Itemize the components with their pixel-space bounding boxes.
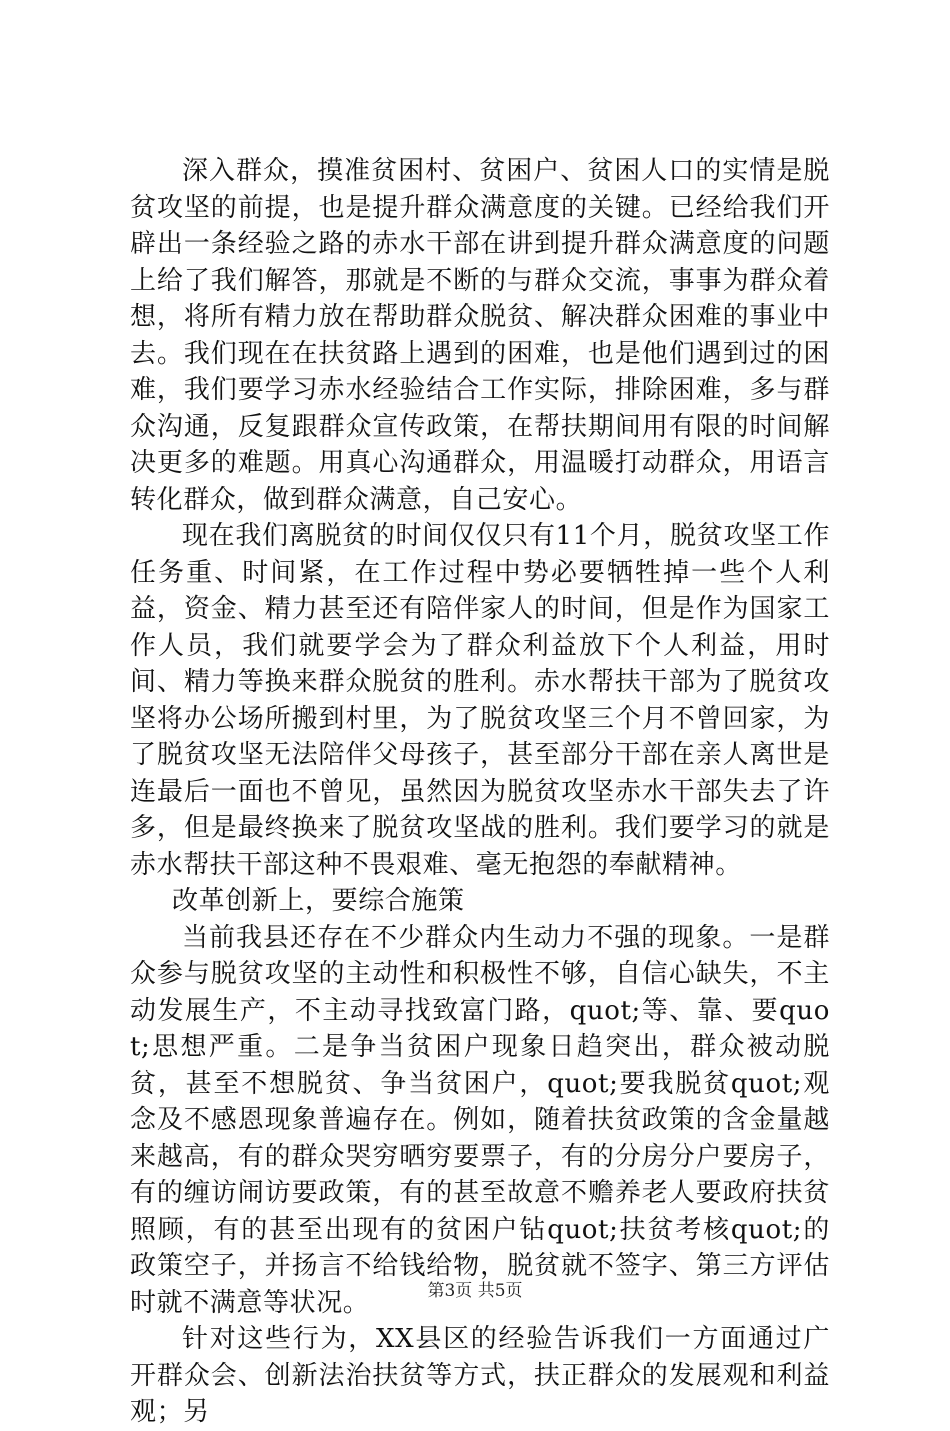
page-footer: 第3页 共5页 [427, 1281, 523, 1301]
paragraph-3: 当前我县还存在不少群众内生动力不强的现象。一是群众参与脱贫攻坚的主动性和积极性不够，自信心缺失，不主动发展生产，不主动寻找致富门路，quot;等、靠、要quot;思想严重。二是争当贫困户现象日趋突出，群众被动脱贫，甚至不想脱贫、争当贫困户，quot;要我脱贫quot;观念及不感恩现象普遍存在。例如，随着扶贫政策的含金量越来越高，有的群众哭穷晒穷要票子，有的分房分户要房子，有的缠访闹访要政策，有的甚至故意不赡养老人要政府扶贫照顾，有的甚至出现有的贫困户钻quot;扶贫考核quot;的政策空子，并扬言不给钱给物，脱贫就不签字、第三方评估时就不满意等状况。 [130, 922, 830, 1318]
paragraph-4: 针对这些行为，XX县区的经验告诉我们一方面通过广开群众会、创新法治扶贫等方式，扶正群众的发展观和利益观；另 [130, 1324, 830, 1427]
document-body [130, 153, 830, 1431]
paragraph-1: 深入群众，摸准贫困村、贫困户、贫困人口的实情是脱贫攻坚的前提，也是提升群众满意度的关键。已经给我们开辟出一条经验之路的赤水干部在讲到提升群众满意度的问题上给了我们解答，那就是不断的与群众交流，事事为群众着想，将所有精力放在帮助群众脱贫、解决群众困难的事业中去。我们现在在扶贫路上遇到的困难，也是他们遇到过的困难，我们要学习赤水经验结合工作实际，排除困难，多与群众沟通，反复跟群众宣传政策，在帮扶期间用有限的时间解决更多的难题。用真心沟通群众，用温暖打动群众，用语言转化群众，做到群众满意，自己安心。 [130, 156, 830, 515]
paragraph-2: 现在我们离脱贫的时间仅仅只有11个月，脱贫攻坚工作任务重、时间紧，在工作过程中势必要牺牲掉一些个人利益，资金、精力甚至还有陪伴家人的时间，但是作为国家工作人员，我们就要学会为了群众利益放下个人利益，用时间、精力等换来群众脱贫的胜利。赤水帮扶干部为了脱贫攻坚将办公场所搬到村里，为了脱贫攻坚三个月不曾回家，为了脱贫攻坚无法陪伴父母孩子，甚至部分干部在亲人离世是连最后一面也不曾见，虽然因为脱贫攻坚赤水干部失去了许多，但是最终换来了脱贫攻坚战的胜利。我们要学习的就是赤水帮扶干部这种不畏艰难、毫无抱怨的奉献精神。 [130, 521, 830, 880]
section-subheading: 改革创新上，要综合施策 [172, 886, 465, 916]
